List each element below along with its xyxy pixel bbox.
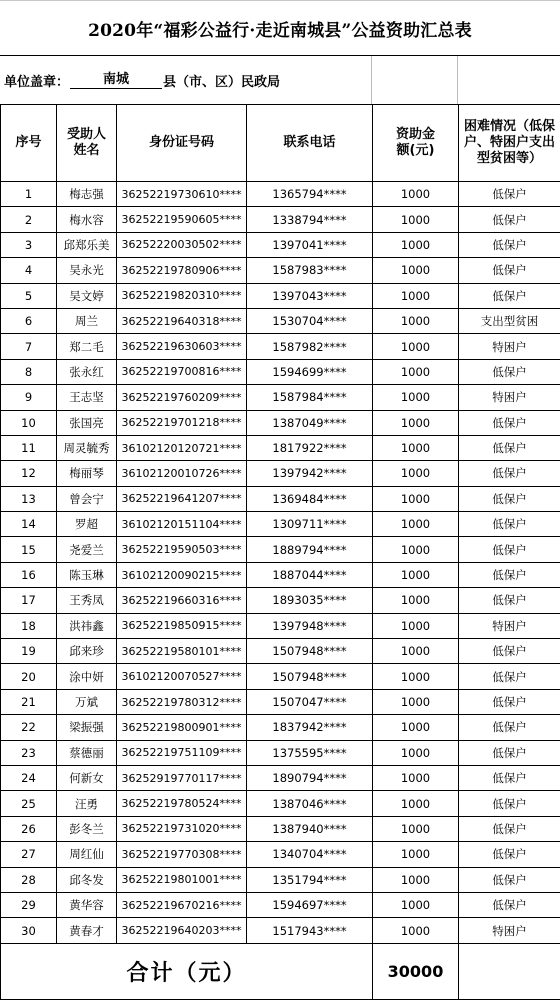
cell-name: 周红仙 — [57, 842, 117, 867]
cell-status: 低保户 — [459, 816, 560, 841]
unit-blank-cell — [372, 56, 458, 104]
cell-seq: 26 — [1, 816, 57, 841]
table-row — [1, 689, 560, 714]
cell-name: 梅水容 — [57, 207, 117, 232]
cell-amount: 1000 — [373, 232, 459, 257]
cell-phone: 1338794**** — [247, 207, 373, 232]
cell-name: 万斌 — [57, 689, 117, 714]
cell-seq: 3 — [1, 232, 57, 257]
total-blank-cell — [459, 943, 560, 999]
cell-name: 邱郑乐美 — [57, 232, 117, 257]
cell-status: 低保户 — [459, 765, 560, 790]
cell-id: 36252219630603**** — [117, 334, 247, 359]
cell-id: 36102120151104**** — [117, 512, 247, 537]
cell-name: 梅丽琴 — [57, 461, 117, 486]
cell-status: 低保户 — [459, 664, 560, 689]
unit-seal-label: 单位盖章： — [4, 74, 70, 90]
cell-seq: 15 — [1, 537, 57, 562]
cell-name: 邱来珍 — [57, 639, 117, 664]
cell-phone: 1351794**** — [247, 867, 373, 892]
total-row — [1, 943, 560, 999]
cell-id: 36252219701218**** — [117, 410, 247, 435]
cell-amount: 1000 — [373, 639, 459, 664]
cell-seq: 11 — [1, 435, 57, 460]
table-row — [1, 182, 560, 207]
cell-id: 36252219700816**** — [117, 359, 247, 384]
cell-name: 王秀凤 — [57, 588, 117, 613]
cell-name: 黄华容 — [57, 892, 117, 917]
cell-name: 汪勇 — [57, 791, 117, 816]
cell-name: 吴文婷 — [57, 283, 117, 308]
cell-name: 何新女 — [57, 765, 117, 790]
cell-id: 36252219660316**** — [117, 588, 247, 613]
cell-phone: 1889794**** — [247, 537, 373, 562]
cell-id: 36252219731020**** — [117, 816, 247, 841]
cell-name: 彭冬兰 — [57, 816, 117, 841]
cell-id: 36252219760209**** — [117, 385, 247, 410]
table-row — [1, 359, 560, 384]
cell-name: 梅志强 — [57, 182, 117, 207]
cell-id: 36252219770308**** — [117, 842, 247, 867]
unit-blank-cell — [458, 56, 560, 104]
cell-phone: 1365794**** — [247, 182, 373, 207]
cell-phone: 1587982**** — [247, 334, 373, 359]
table-row — [1, 639, 560, 664]
cell-amount: 1000 — [373, 689, 459, 714]
cell-phone: 1594697**** — [247, 892, 373, 917]
table-row — [1, 562, 560, 587]
cell-status: 特困户 — [459, 918, 560, 943]
cell-phone: 1890794**** — [247, 765, 373, 790]
cell-amount: 1000 — [373, 512, 459, 537]
table-row — [1, 258, 560, 283]
table-row — [1, 664, 560, 689]
cell-seq: 19 — [1, 639, 57, 664]
cell-status: 低保户 — [459, 842, 560, 867]
cell-amount: 1000 — [373, 385, 459, 410]
cell-name: 周灵毓秀 — [57, 435, 117, 460]
cell-seq: 5 — [1, 283, 57, 308]
cell-amount: 1000 — [373, 435, 459, 460]
cell-seq: 18 — [1, 613, 57, 638]
cell-phone: 1375595**** — [247, 740, 373, 765]
cell-id: 36252219641207**** — [117, 486, 247, 511]
cell-status: 低保户 — [459, 791, 560, 816]
cell-phone: 1517943**** — [247, 918, 373, 943]
cell-amount: 1000 — [373, 359, 459, 384]
table-row — [1, 486, 560, 511]
cell-phone: 1587983**** — [247, 258, 373, 283]
total-label: 合计（元） — [1, 943, 373, 999]
cell-id: 36252219580101**** — [117, 639, 247, 664]
cell-phone: 1817922**** — [247, 435, 373, 460]
cell-seq: 7 — [1, 334, 57, 359]
cell-phone: 1837942**** — [247, 715, 373, 740]
col-header-phone: 联系电话 — [247, 105, 373, 182]
cell-seq: 20 — [1, 664, 57, 689]
table-row — [1, 892, 560, 917]
cell-seq: 16 — [1, 562, 57, 587]
cell-amount: 1000 — [373, 588, 459, 613]
cell-status: 低保户 — [459, 715, 560, 740]
col-header-name: 受助人姓名 — [57, 105, 117, 182]
cell-phone: 1530704**** — [247, 308, 373, 333]
cell-status: 低保户 — [459, 283, 560, 308]
table-row — [1, 283, 560, 308]
cell-amount: 1000 — [373, 892, 459, 917]
cell-status: 低保户 — [459, 410, 560, 435]
cell-phone: 1893035**** — [247, 588, 373, 613]
cell-amount: 1000 — [373, 765, 459, 790]
cell-amount: 1000 — [373, 715, 459, 740]
cell-amount: 1000 — [373, 308, 459, 333]
cell-phone: 1309711**** — [247, 512, 373, 537]
table-row — [1, 461, 560, 486]
cell-id: 36252220030502**** — [117, 232, 247, 257]
cell-amount: 1000 — [373, 918, 459, 943]
cell-id: 36252219670216**** — [117, 892, 247, 917]
cell-status: 低保户 — [459, 537, 560, 562]
cell-amount: 1000 — [373, 613, 459, 638]
cell-id: 36252219801001**** — [117, 867, 247, 892]
cell-phone: 1507948**** — [247, 664, 373, 689]
cell-id: 36252219820310**** — [117, 283, 247, 308]
table-header-row — [1, 105, 560, 182]
cell-amount: 1000 — [373, 283, 459, 308]
cell-status: 低保户 — [459, 359, 560, 384]
cell-id: 36252219751109**** — [117, 740, 247, 765]
cell-amount: 1000 — [373, 842, 459, 867]
cell-name: 蔡德丽 — [57, 740, 117, 765]
cell-status: 低保户 — [459, 486, 560, 511]
cell-id: 36252219640203**** — [117, 918, 247, 943]
cell-name: 张永红 — [57, 359, 117, 384]
table-row — [1, 308, 560, 333]
unit-seal-cell — [0, 56, 372, 104]
cell-phone: 1507047**** — [247, 689, 373, 714]
cell-seq: 28 — [1, 867, 57, 892]
cell-name: 周兰 — [57, 308, 117, 333]
cell-amount: 1000 — [373, 867, 459, 892]
cell-status: 低保户 — [459, 892, 560, 917]
col-header-status: 困难情况（低保户、特困户支出型贫困等） — [459, 105, 560, 182]
cell-name: 邱冬发 — [57, 867, 117, 892]
cell-status: 特困户 — [459, 613, 560, 638]
cell-amount: 1000 — [373, 740, 459, 765]
cell-amount: 1000 — [373, 461, 459, 486]
cell-seq: 12 — [1, 461, 57, 486]
cell-seq: 24 — [1, 765, 57, 790]
cell-status: 低保户 — [459, 461, 560, 486]
cell-id: 36102120070527**** — [117, 664, 247, 689]
table-row — [1, 842, 560, 867]
col-header-seq: 序号 — [1, 105, 57, 182]
cell-status: 低保户 — [459, 588, 560, 613]
cell-amount: 1000 — [373, 664, 459, 689]
cell-status: 低保户 — [459, 182, 560, 207]
cell-id: 36252219850915**** — [117, 613, 247, 638]
cell-seq: 27 — [1, 842, 57, 867]
cell-seq: 9 — [1, 385, 57, 410]
table-row — [1, 816, 560, 841]
table-row — [1, 232, 560, 257]
table-row — [1, 740, 560, 765]
cell-status: 低保户 — [459, 258, 560, 283]
cell-seq: 1 — [1, 182, 57, 207]
col-header-id: 身份证号码 — [117, 105, 247, 182]
cell-id: 36252919770117**** — [117, 765, 247, 790]
table-row — [1, 385, 560, 410]
cell-name: 郑二毛 — [57, 334, 117, 359]
cell-id: 36102120090215**** — [117, 562, 247, 587]
table-row — [1, 512, 560, 537]
table-row — [1, 867, 560, 892]
cell-id: 36252219800901**** — [117, 715, 247, 740]
table-row — [1, 435, 560, 460]
cell-name: 涂中妍 — [57, 664, 117, 689]
col-header-amount: 资助金额(元) — [373, 105, 459, 182]
cell-seq: 30 — [1, 918, 57, 943]
table-row — [1, 207, 560, 232]
cell-phone: 1369484**** — [247, 486, 373, 511]
cell-status: 低保户 — [459, 867, 560, 892]
cell-seq: 14 — [1, 512, 57, 537]
cell-phone: 1887044**** — [247, 562, 373, 587]
cell-seq: 10 — [1, 410, 57, 435]
cell-name: 吴永光 — [57, 258, 117, 283]
unit-seal-row — [0, 56, 560, 105]
cell-seq: 2 — [1, 207, 57, 232]
cell-seq: 6 — [1, 308, 57, 333]
cell-seq: 25 — [1, 791, 57, 816]
unit-suffix: 县（市、区）民政局 — [163, 74, 281, 90]
cell-seq: 13 — [1, 486, 57, 511]
cell-id: 36102120120721**** — [117, 435, 247, 460]
cell-name: 梁振强 — [57, 715, 117, 740]
cell-name: 张国亮 — [57, 410, 117, 435]
table-row — [1, 588, 560, 613]
cell-id: 36252219780906**** — [117, 258, 247, 283]
cell-phone: 1387940**** — [247, 816, 373, 841]
cell-amount: 1000 — [373, 182, 459, 207]
cell-amount: 1000 — [373, 816, 459, 841]
table-body — [1, 182, 560, 944]
cell-phone: 1594699**** — [247, 359, 373, 384]
cell-name: 王志坚 — [57, 385, 117, 410]
cell-status: 特困户 — [459, 385, 560, 410]
cell-phone: 1387049**** — [247, 410, 373, 435]
cell-seq: 21 — [1, 689, 57, 714]
table-row — [1, 410, 560, 435]
cell-status: 低保户 — [459, 689, 560, 714]
cell-status: 低保户 — [459, 562, 560, 587]
cell-amount: 1000 — [373, 486, 459, 511]
unit-name: 南城 — [70, 72, 162, 89]
cell-phone: 1387046**** — [247, 791, 373, 816]
table-row — [1, 791, 560, 816]
cell-seq: 4 — [1, 258, 57, 283]
cell-name: 黄春才 — [57, 918, 117, 943]
cell-name: 罗超 — [57, 512, 117, 537]
cell-phone: 1397948**** — [247, 613, 373, 638]
table-row — [1, 613, 560, 638]
cell-seq: 29 — [1, 892, 57, 917]
cell-status: 低保户 — [459, 639, 560, 664]
cell-status: 低保户 — [459, 232, 560, 257]
cell-name: 陈玉琳 — [57, 562, 117, 587]
cell-seq: 23 — [1, 740, 57, 765]
cell-id: 36252219780312**** — [117, 689, 247, 714]
cell-amount: 1000 — [373, 207, 459, 232]
cell-status: 低保户 — [459, 435, 560, 460]
cell-seq: 17 — [1, 588, 57, 613]
cell-amount: 1000 — [373, 410, 459, 435]
cell-phone: 1397041**** — [247, 232, 373, 257]
cell-status: 支出型贫困 — [459, 308, 560, 333]
cell-name: 尧爱兰 — [57, 537, 117, 562]
cell-phone: 1397942**** — [247, 461, 373, 486]
cell-amount: 1000 — [373, 334, 459, 359]
cell-seq: 22 — [1, 715, 57, 740]
cell-status: 低保户 — [459, 207, 560, 232]
cell-id: 36252219590503**** — [117, 537, 247, 562]
cell-phone: 1507948**** — [247, 639, 373, 664]
table-row — [1, 715, 560, 740]
cell-amount: 1000 — [373, 258, 459, 283]
cell-id: 36252219780524**** — [117, 791, 247, 816]
page-title: 2020年“福彩公益行·走近南城县”公益资助汇总表 — [0, 0, 560, 56]
cell-status: 低保户 — [459, 740, 560, 765]
cell-name: 曾会宁 — [57, 486, 117, 511]
total-value: 30000 — [373, 943, 459, 999]
table-row — [1, 537, 560, 562]
cell-phone: 1340704**** — [247, 842, 373, 867]
cell-name: 洪祎鑫 — [57, 613, 117, 638]
cell-status: 低保户 — [459, 512, 560, 537]
table-row — [1, 918, 560, 943]
cell-amount: 1000 — [373, 562, 459, 587]
cell-amount: 1000 — [373, 791, 459, 816]
cell-amount: 1000 — [373, 537, 459, 562]
cell-seq: 8 — [1, 359, 57, 384]
table-row — [1, 765, 560, 790]
cell-id: 36252219730610**** — [117, 182, 247, 207]
cell-phone: 1397043**** — [247, 283, 373, 308]
cell-id: 36252219640318**** — [117, 308, 247, 333]
cell-id: 36252219590605**** — [117, 207, 247, 232]
cell-phone: 1587984**** — [247, 385, 373, 410]
cell-status: 特困户 — [459, 334, 560, 359]
recipient-table — [0, 105, 560, 1000]
cell-id: 36102120010726**** — [117, 461, 247, 486]
table-row — [1, 334, 560, 359]
